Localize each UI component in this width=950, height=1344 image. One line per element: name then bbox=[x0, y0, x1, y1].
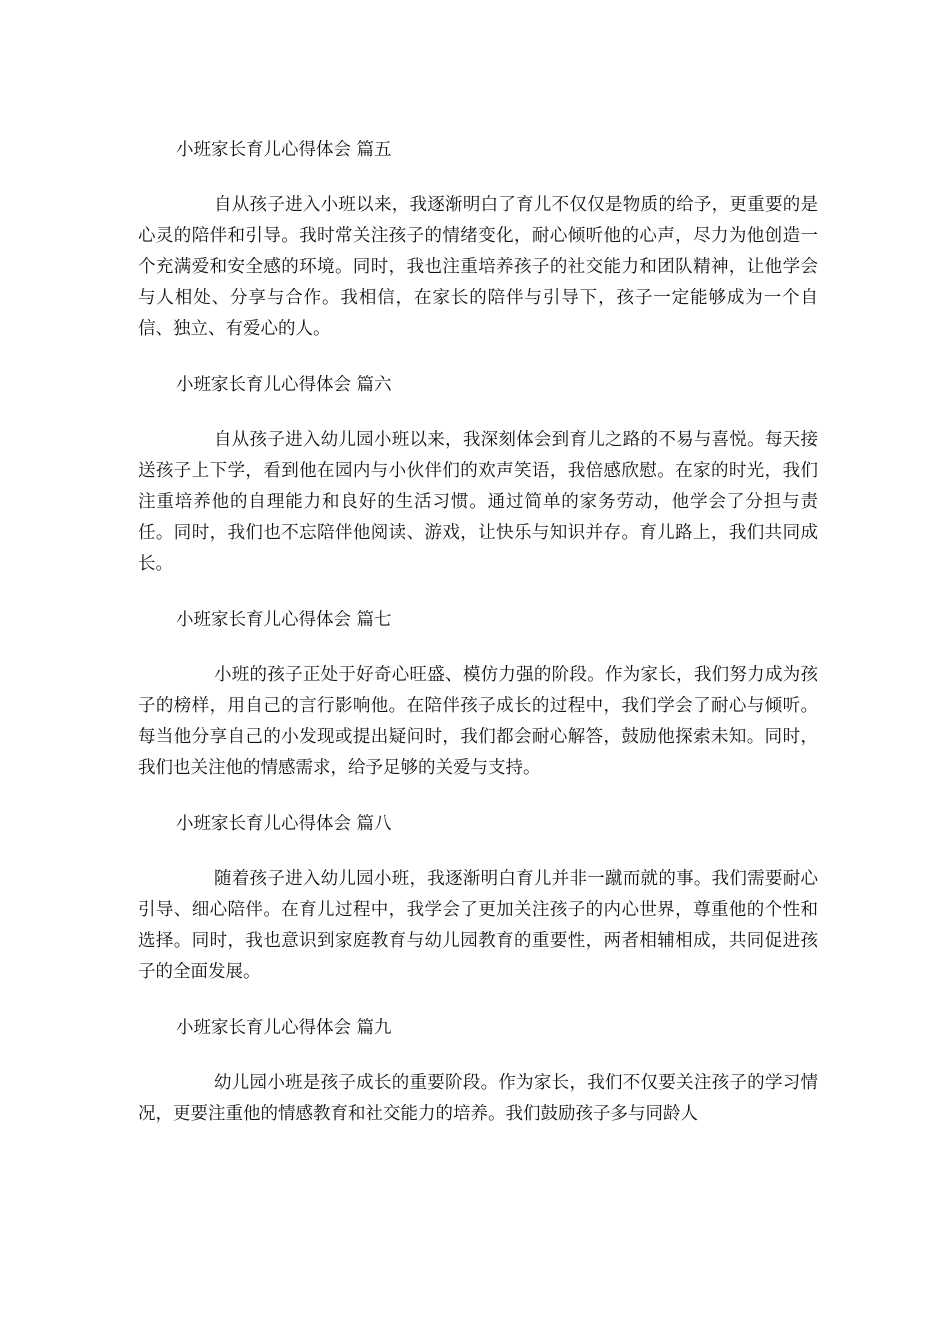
section-9 bbox=[138, 1014, 818, 1130]
section-paragraph: 自从孩子进入小班以来，我逐渐明白了育儿不仅仅是物质的给予，更重要的是心灵的陪伴和引导。我时常关注孩子的情绪变化，耐心倾听他的心声，尽力为他创造一个充满爱和安全感的环境。同时，我也注重培养孩子的社交能力和团队精神，让他学会与人相处、分享与合作。我相信，在家长的陪伴与引导下，孩子一定能够成为一个自信、独立、有爱心的人。 bbox=[138, 195, 818, 339]
section-paragraph: 自从孩子进入幼儿园小班以来，我深刻体会到育儿之路的不易与喜悦。每天接送孩子上下学，看到他在园内与小伙伴们的欢声笑语，我倍感欣慰。在家的时光，我们注重培养他的自理能力和良好的生活习惯。通过简单的家务劳动，他学会了分担与责任。同时，我们也不忘陪伴他阅读、游戏，让快乐与知识并存。育儿路上，我们共同成长。 bbox=[138, 430, 818, 574]
section-5 bbox=[138, 136, 818, 345]
section-6 bbox=[138, 371, 818, 580]
section-heading: 小班家长育儿心得体会 篇七 bbox=[176, 610, 392, 630]
section-heading: 小班家长育儿心得体会 篇九 bbox=[176, 1018, 392, 1038]
section-heading: 小班家长育儿心得体会 篇八 bbox=[176, 814, 392, 834]
section-paragraph: 小班的孩子正处于好奇心旺盛、模仿力强的阶段。作为家长，我们努力成为孩子的榜样，用自己的言行影响他。在陪伴孩子成长的过程中，我们学会了耐心与倾听。每当他分享自己的小发现或提出疑问时，我们都会耐心解答，鼓励他探索未知。同时，我们也关注他的情感需求，给予足够的关爱与支持。 bbox=[138, 665, 818, 778]
section-paragraph: 幼儿园小班是孩子成长的重要阶段。作为家长，我们不仅要关注孩子的学习情况，更要注重他的情感教育和社交能力的培养。我们鼓励孩子多与同龄人 bbox=[138, 1073, 818, 1124]
section-7 bbox=[138, 606, 818, 784]
section-paragraph: 随着孩子进入幼儿园小班，我逐渐明白育儿并非一蹴而就的事。我们需要耐心引导、细心陪伴。在育儿过程中，我学会了更加关注孩子的内心世界，尊重他的个性和选择。同时，我也意识到家庭教育与幼儿园教育的重要性，两者相辅相成，共同促进孩子的全面发展。 bbox=[138, 869, 818, 982]
section-heading: 小班家长育儿心得体会 篇五 bbox=[176, 140, 392, 160]
section-8 bbox=[138, 810, 818, 988]
section-heading: 小班家长育儿心得体会 篇六 bbox=[176, 375, 392, 395]
document-content bbox=[138, 136, 818, 1156]
